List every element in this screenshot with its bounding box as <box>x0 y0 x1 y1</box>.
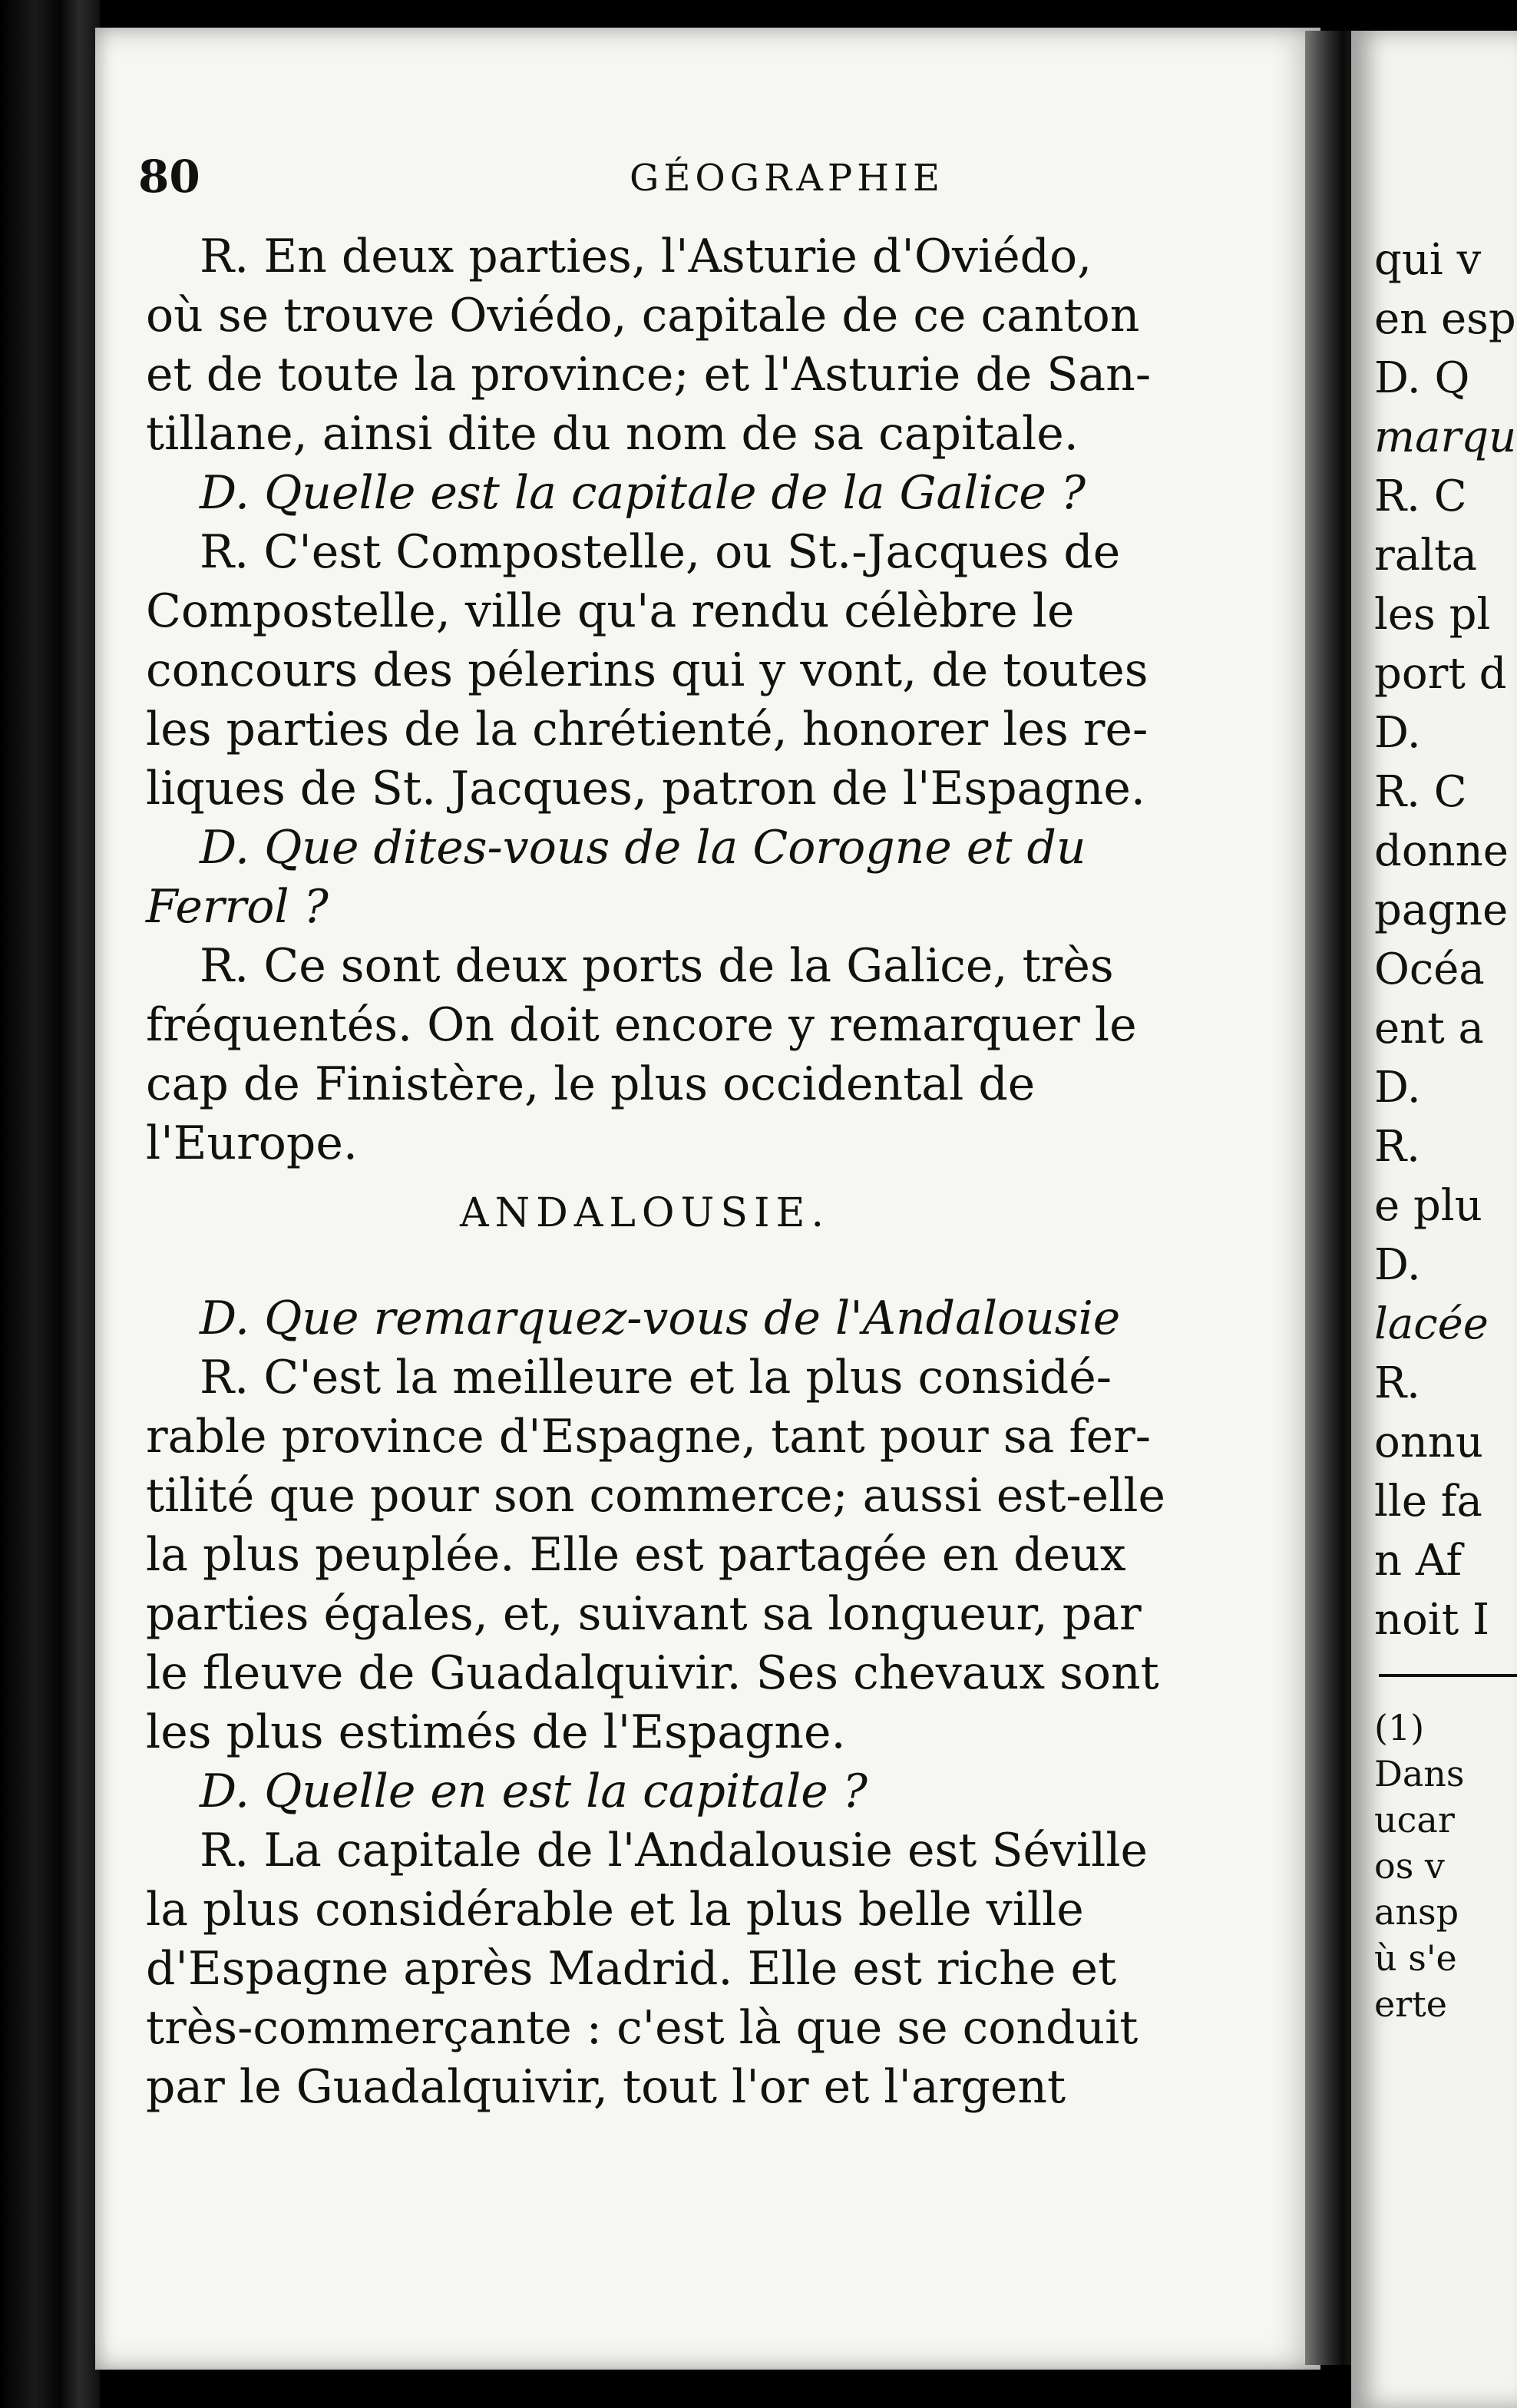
footnote-line: ansp <box>1374 1891 1459 1933</box>
next-page <box>1351 31 1517 2408</box>
text-line: liques de St. Jacques, patron de l'Espagne. <box>146 762 1145 815</box>
text-line: par le Guadalquivir, tout l'or et l'argent <box>146 2060 1066 2114</box>
text-line: la plus peuplée. Elle est partagée en deux <box>146 1528 1126 1582</box>
footnote-rule <box>1379 1674 1517 1677</box>
text-line: R. C <box>1374 471 1467 521</box>
footnote-line: erte <box>1374 1983 1447 2025</box>
text-line: noit I <box>1374 1595 1490 1645</box>
running-title: GÉOGRAPHIE <box>630 157 945 200</box>
text-line: lle fa <box>1374 1477 1482 1526</box>
text-line: ralta <box>1374 531 1477 580</box>
text-line: d'Espagne après Madrid. Elle est riche et <box>146 1942 1117 1996</box>
text-line: tillane, ainsi dite du nom de sa capitale. <box>146 407 1079 461</box>
text-line: e plu <box>1374 1181 1482 1231</box>
question-line: D. Que dites-vous de la Corogne et du <box>200 821 1086 875</box>
text-line: R. Ce sont deux ports de la Galice, très <box>200 939 1114 993</box>
text-line: marqu <box>1374 412 1517 462</box>
footnote-line: (1) <box>1374 1707 1425 1748</box>
question-line: D. Quelle en est la capitale ? <box>200 1765 868 1818</box>
text-line: D. <box>1374 1240 1421 1290</box>
question-line: Ferrol ? <box>146 880 329 934</box>
footnote-line: Dans <box>1374 1753 1465 1794</box>
text-line: les plus estimés de l'Espagne. <box>146 1705 846 1759</box>
footnote <box>1374 1705 1517 2027</box>
text-line: cap de Finistère, le plus occidental de <box>146 1057 1036 1111</box>
text-line: parties égales, et, suivant sa longueur, par <box>146 1587 1142 1641</box>
text-line: onnu <box>1374 1417 1483 1467</box>
text-line: en esp <box>1374 294 1516 344</box>
book-binding-left <box>0 0 100 2408</box>
text-line: R. <box>1374 1122 1420 1172</box>
text-line: Océa <box>1374 944 1485 994</box>
text-line: ent a <box>1374 1004 1484 1054</box>
text-line: les pl <box>1374 590 1491 640</box>
running-head <box>138 150 1290 212</box>
main-text <box>146 227 1297 2117</box>
footnote-line: ucar <box>1374 1799 1455 1841</box>
text-line: concours des pélerins qui y vont, de toutes <box>146 643 1148 697</box>
section-title: ANDALOUSIE. <box>460 1190 830 1236</box>
text-line: où se trouve Oviédo, capitale de ce canton <box>146 289 1140 342</box>
text-line: lacée <box>1374 1299 1489 1349</box>
next-page-text <box>1374 230 1517 1649</box>
text-line: D. Q <box>1374 353 1470 403</box>
text-line: n Af <box>1374 1536 1462 1586</box>
spacer <box>146 1274 1297 1289</box>
text-line: rable province d'Espagne, tant pour sa fer- <box>146 1410 1152 1464</box>
text-line: et de toute la province; et l'Asturie de San- <box>146 348 1152 402</box>
text-line: port d <box>1374 649 1507 699</box>
text-line: l'Europe. <box>146 1116 358 1170</box>
text-line: donne <box>1374 826 1509 876</box>
text-line: Compostelle, ville qu'a rendu célèbre le <box>146 584 1075 638</box>
text-line: qui v <box>1374 235 1482 285</box>
footnote-line: ù s'e <box>1374 1937 1457 1979</box>
footnote-line: os v <box>1374 1845 1445 1887</box>
text-line: D. <box>1374 708 1421 758</box>
text-line: R. C <box>1374 767 1467 817</box>
text-line: R. C'est Compostelle, ou St.-Jacques de <box>200 525 1121 579</box>
text-line: D. <box>1374 1063 1421 1113</box>
text-line: tilité que pour son commerce; aussi est-elle <box>146 1469 1165 1523</box>
question-line: D. Que remarquez-vous de l'Andalousie <box>200 1292 1121 1345</box>
text-line: le fleuve de Guadalquivir. Ses chevaux sont <box>146 1646 1159 1700</box>
text-line: R. <box>1374 1358 1420 1408</box>
text-line: la plus considérable et la plus belle ville <box>146 1883 1084 1937</box>
text-line: les parties de la chrétienté, honorer les re- <box>146 703 1148 756</box>
page-number: 80 <box>138 150 200 203</box>
text-line: R. La capitale de l'Andalousie est Séville <box>200 1824 1148 1877</box>
text-line: fréquentés. On doit encore y remarquer le <box>146 998 1137 1052</box>
text-line: R. C'est la meilleure et la plus considé- <box>200 1351 1112 1404</box>
text-line: pagne <box>1374 885 1509 935</box>
text-line: R. En deux parties, l'Asturie d'Oviédo, <box>200 230 1092 283</box>
question-line: D. Quelle est la capitale de la Galice ? <box>200 466 1086 520</box>
text-line: très-commerçante : c'est là que se conduit <box>146 2001 1139 2055</box>
